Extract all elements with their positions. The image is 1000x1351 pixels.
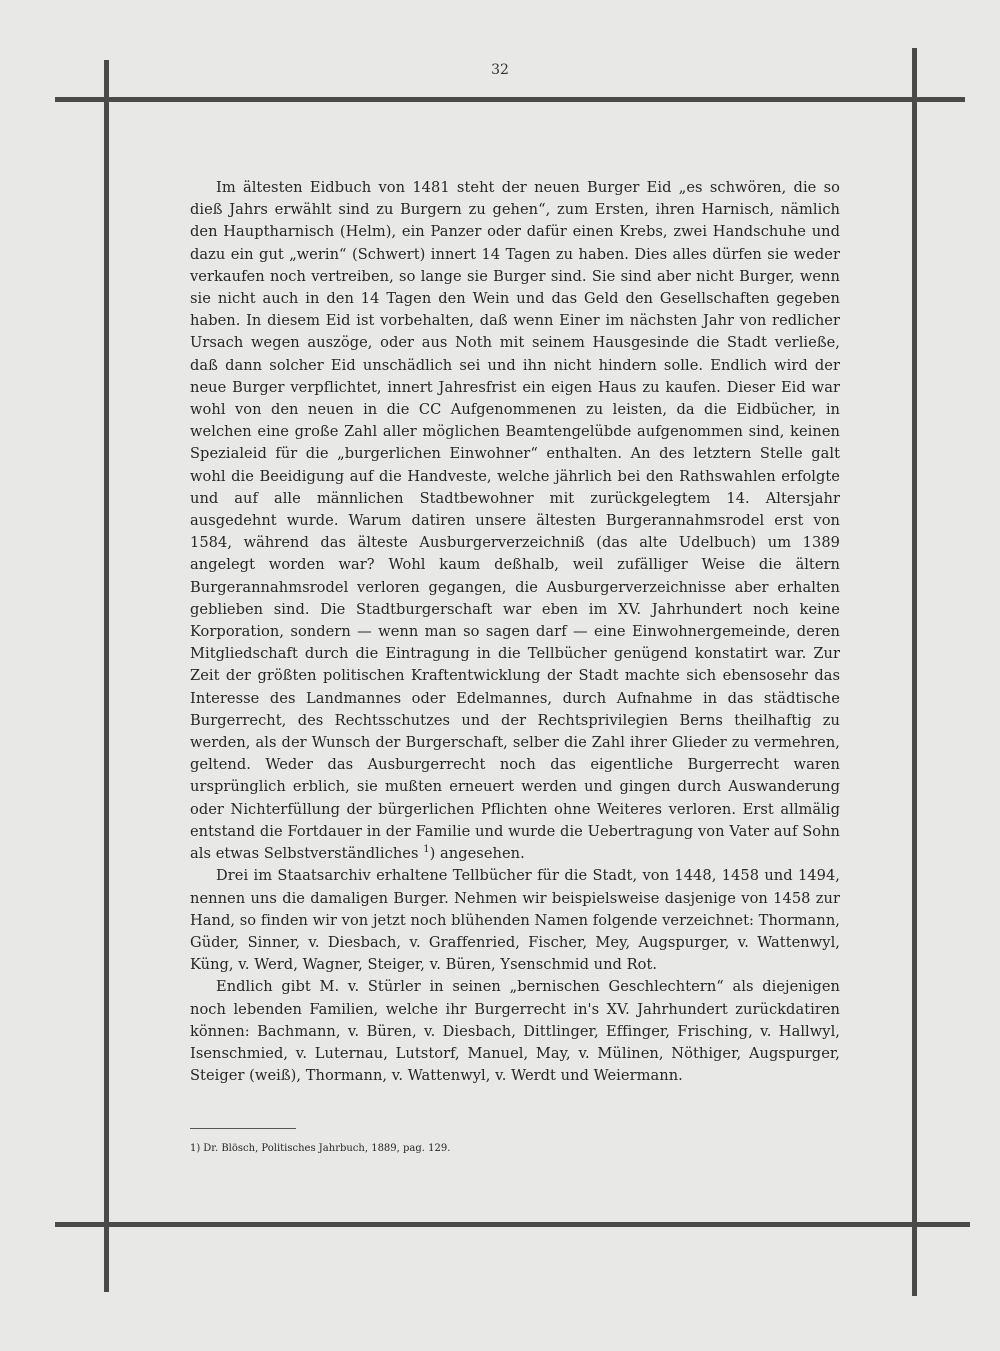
footnote bbox=[190, 1142, 840, 1155]
footnote-divider bbox=[190, 1128, 296, 1129]
paragraph-3: Endlich gibt M. v. Stürler in seinen „bernischen Geschlechtern“ als diejenigen noch lebenden Familien, welche ihr Burgerrecht in's XV. Jahrhundert zurückdatiren können: Bachmann, v. Büren, v. Diesbach, Dittlinger, Effinger, Frisching, v. Hallwyl, Isenschmied, v. Luternau, Lutstorf, Manuel, May, v. Mülinen, Nöthiger, Augspurger, Steiger (weiß), Thormann, v. Wattenwyl, v. Werdt und Weiermann. bbox=[190, 978, 840, 1085]
page-number: 32 bbox=[491, 62, 509, 78]
footnote-marker: 1) bbox=[190, 1143, 201, 1154]
paragraph-1 bbox=[190, 177, 840, 865]
footnote-reference[interactable]: 1 bbox=[423, 844, 430, 856]
left-border-rule bbox=[104, 60, 109, 1292]
paragraph-1-tail: ) angesehen. bbox=[429, 845, 525, 863]
footnote-text: Dr. Blösch, Politisches Jahrbuch, 1889, pag. 129. bbox=[203, 1143, 451, 1154]
right-border-rule bbox=[912, 48, 917, 1296]
paragraph-1-text: Im ältesten Eidbuch von 1481 steht der neuen Burger Eid „es schwören, die so dieß Jahrs erwählt sind zu Burgern zu gehen“, zum Ersten, ihren Harnisch, nämlich den Hauptharnisch (Helm), ein Panzer oder dafür einen Krebs, zwei Handschuhe und dazu ein gut „werin“ (Schwert) innert 14 Tagen zu haben. Dies alles dürfen sie weder verkaufen noch vertreiben, so lange sie Burger sind. Sie sind aber nicht Burger, wenn sie nicht auch in den 14 Tagen den Wein und das Geld den Gesellschaften gegeben haben. In diesem Eid ist vorbehalten, daß wenn Einer im nächsten Jahr von redlicher Ursach wegen auszöge, oder aus Noth mit seinem Hausgesinde die Stadt verließe, daß dann solcher Eid unschädlich sei und ihn nicht hindern solle. Endlich wird der neue Burger verpflichtet, innert Jahresfrist ein eigen Haus zu kaufen. Dieser Eid war wohl von den neuen in die CC Aufgenommenen zu leisten, da die Eidbücher, in welchen eine große Zahl aller möglichen Beamtengelübde aufgenommen sind, keinen Spezialeid für die „burgerlichen Einwohner“ enthalten. An des letztern Stelle galt wohl die Beeidigung auf die Handveste, welche jährlich bei den Rathswahlen erfolgte und auf alle männlichen Stadtbewohner mit zurückgelegtem 14. Altersjahr ausgedehnt wurde. Warum datiren unsere ältesten Burgerannahmsrodel erst von 1584, während das älteste Ausburgerverzeichniß (das alte Udelbuch) um 1389 angelegt worden war? Wohl kaum deßhalb, weil zufälliger Weise die ältern Burgerannahmsrodel verloren gegangen, die Ausburgerverzeichnisse aber erhalten geblieben sind. Die Stadtburgerschaft war eben im XV. Jahrhundert noch keine Korporation, sondern — wenn man so sagen darf — eine Einwohnergemeinde, deren Mitgliedschaft durch die Eintragung in die Tellbücher genügend konstatirt war. Zur Zeit der größten politischen Kraftentwicklung der Stadt machte sich ebensosehr das Interesse des Landmannes oder Edelmannes, durch Aufnahme in das städtische Burgerrecht, des Rechtsschutzes und der Rechtsprivilegien Berns theilhaftig zu werden, als der Wunsch der Burgerschaft, selber die Zahl ihrer Glieder zu vermehren, geltend. Weder das Ausburgerrecht noch das eigentliche Burgerrecht waren ursprünglich erblich, sie mußten erneuert werden und gingen durch Auswanderung oder Nichterfüllung der bürgerlichen Pflichten ohne Weiteres verloren. Erst allmälig entstand die Fortdauer in der Familie und wurde die Uebertragung von Vater auf Sohn als etwas Selbstverständliches bbox=[190, 179, 840, 863]
top-border-rule bbox=[55, 97, 965, 102]
body-text bbox=[190, 177, 840, 1087]
paragraph-2: Drei im Staatsarchiv erhaltene Tellbücher für die Stadt, von 1448, 1458 und 1494, nennen uns die damaligen Burger. Nehmen wir beispielsweise dasjenige von 1458 zur Hand, so finden wir von jetzt noch blühenden Namen folgende verzeichnet: Thormann, Güder, Sinner, v. Diesbach, v. Graffenried, Fischer, Mey, Augspurger, v. Wattenwyl, Küng, v. Werd, Wagner, Steiger, v. Büren, Ysenschmid und Rot. bbox=[190, 867, 840, 974]
bottom-border-rule bbox=[55, 1222, 970, 1227]
